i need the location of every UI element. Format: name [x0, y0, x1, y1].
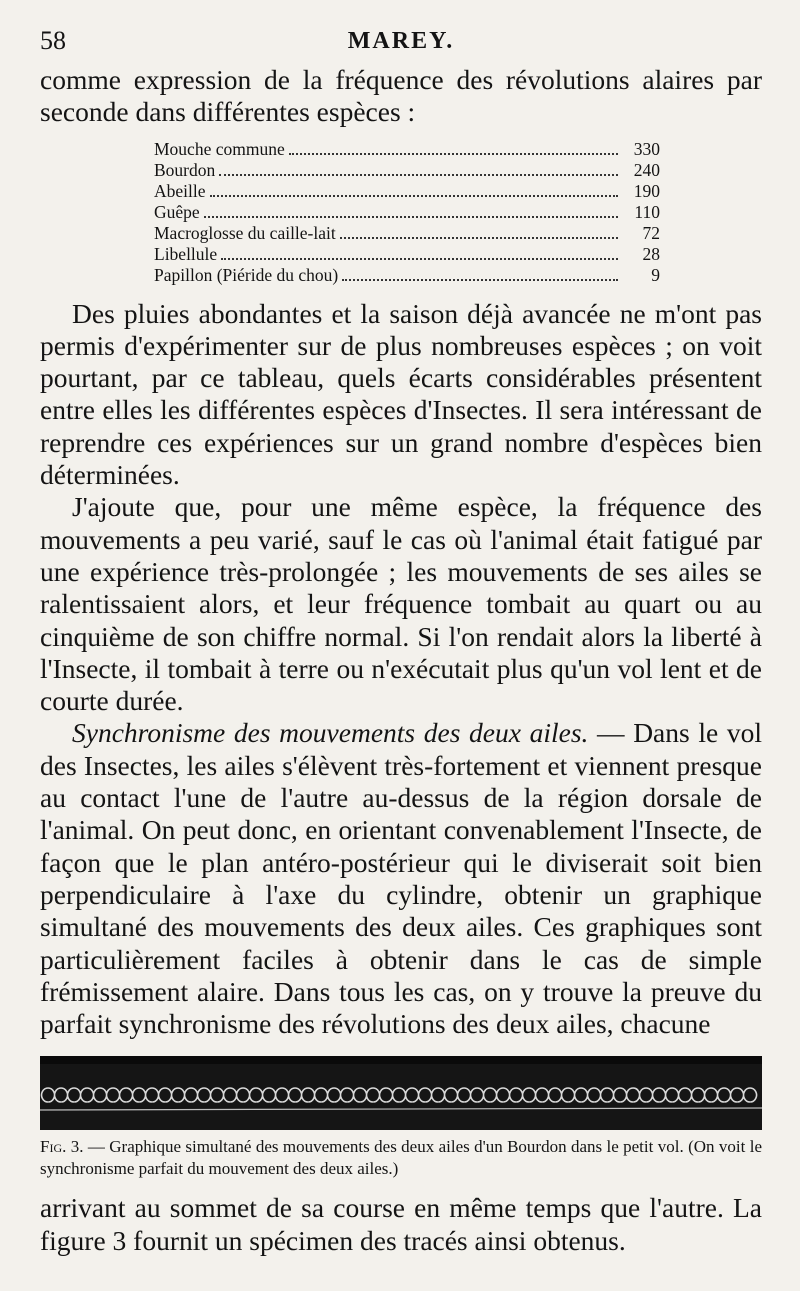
frequency-value: 110	[634, 201, 660, 222]
page-number: 58	[40, 26, 66, 55]
table-row	[154, 244, 660, 265]
frequency-value: 330	[633, 138, 660, 159]
frequency-value: 28	[642, 243, 660, 264]
wing-trace-graphic	[40, 1056, 762, 1130]
dot-leader	[340, 237, 618, 239]
intro-paragraph: comme expression de la fréquence des révolutions alaires par seconde dans différentes espèces :	[40, 64, 762, 128]
table-row	[154, 223, 660, 244]
dot-leader	[219, 174, 618, 176]
paragraph-conclusion: arrivant au sommet de sa course en même temps que l'autre. La figure 3 fournit un spécimen des tracés ainsi obtenus.	[40, 1192, 762, 1256]
paragraph-weather: Des pluies abondantes et la saison déjà avancée ne m'ont pas permis d'expérimenter sur de plus nombreuses espèces ; on voit pourtant, par ce tableau, quels écarts considérables présentent entre elles les différentes espèces d'Insectes. Il sera intéressant de reprendre ces expériences sur un grand nombre d'espèces bien déterminées.	[40, 297, 762, 491]
species-name: Mouche commune	[154, 138, 285, 159]
table-row	[154, 139, 660, 160]
table-row	[154, 181, 660, 202]
frequency-value: 240	[633, 159, 660, 180]
species-name: Papillon (Piéride du chou)	[154, 264, 339, 285]
figure-label: Fig. 3.	[40, 1137, 84, 1157]
frequency-value: 72	[642, 222, 660, 243]
dot-leader	[204, 216, 618, 218]
table-row	[154, 160, 660, 181]
frequency-table	[154, 139, 660, 286]
dot-leader	[210, 195, 618, 197]
table-row	[154, 265, 660, 286]
book-page	[40, 22, 762, 1257]
species-name: Libellule	[154, 243, 218, 264]
species-name: Bourdon	[154, 159, 216, 180]
figure-caption	[40, 1136, 762, 1180]
figure-3	[40, 1056, 762, 1180]
species-name: Guêpe	[154, 201, 200, 222]
dot-leader	[342, 279, 618, 281]
paragraph-frequency: J'ajoute que, pour une même espèce, la fréquence des mouvements a peu varié, sauf le cas où l'animal était fatigué par une expérience très-prolongée ; les mouvements de ses ailes se ralentissaient alors, et leur fréquence tombait au quart ou au cinquième de son chiffre normal. Si l'on rendait alors la liberté à l'Insecte, il tombait à terre ou n'exécutait plus qu'un vol lent et de courte durée.	[40, 491, 762, 717]
species-name: Macroglosse du caille-lait	[154, 222, 336, 243]
species-name: Abeille	[154, 180, 206, 201]
table-row	[154, 202, 660, 223]
frequency-value: 9	[651, 264, 660, 285]
dot-leader	[221, 258, 618, 260]
paragraph-synchronism-body: — Dans le vol des Insectes, les ailes s'élèvent très-fortement et viennent presque au contact l'une de l'autre au-dessus de la région dorsale de l'animal. On peut donc, en orientant convenablement l'Insecte, de façon que le plan antéro-postérieur qui le diviserait soit bien perpendiculaire à l'axe du cylindre, obtenir un graphique simultané des mouvements des deux ailes. Ces graphiques sont particulièrement faciles à obtenir dans le cas de simple frémissement alaire. Dans tous les cas, on y trouve la preuve du parfait synchronisme des révolutions des deux ailes, chacune	[40, 717, 762, 1040]
dot-leader	[289, 153, 618, 155]
page-header	[40, 22, 762, 62]
frequency-value: 190	[633, 180, 660, 201]
running-head: MAREY.	[347, 28, 455, 54]
figure-caption-text: — Graphique simultané des mouvements des deux ailes d'un Bourdon dans le petit vol. (On voit le synchronisme parfait du mouvement des deux ailes.)	[40, 1137, 762, 1179]
paragraph-synchronism	[40, 717, 762, 1040]
section-heading: Synchronisme des mouvements des deux ailes.	[72, 717, 589, 749]
